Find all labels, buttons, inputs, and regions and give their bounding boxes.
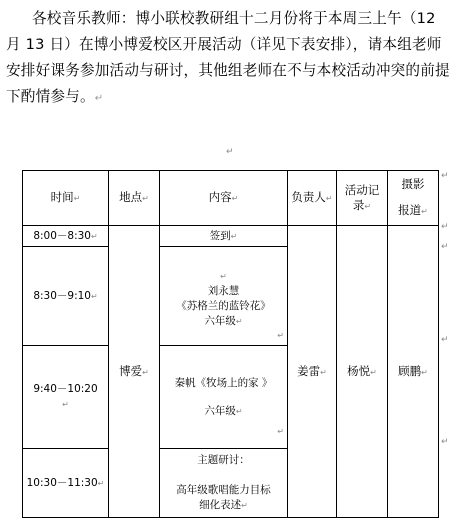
header-place: 地点↵ [109,171,160,226]
photographer-cell: 顾鹏↵ [388,226,439,518]
table-header-row [23,171,439,226]
content-cell: 主题研讨： 高年级歌唱能力目标 细化表述↵ [160,449,288,518]
header-time: 时间↵ [23,171,109,226]
content-cell: 秦帆《牧场上的家 》 六年级↵ ↵ [160,346,288,449]
notice-paragraph [6,6,452,112]
place-cell: 博爱↵ [109,226,160,518]
time-cell: 8:30－9:10↵ [23,247,109,346]
notice-line-2: 月 13 日）在博小博爱校区开展活动（详见下表安排），请本组老师 [6,36,442,53]
row-end-mark: ↵ [441,335,449,345]
notice-line-1: 各校音乐教师：博小联校教研组十二月份将于本周三上午（12 [32,10,436,27]
time-cell: 9:40－10:20 ↵ [23,346,109,449]
notice-line-3: 安排好课务参加活动与研讨，其他组老师在不与本校活动冲突的前提 [6,62,450,79]
row-end-mark: ↵ [441,437,449,447]
content-cell: 签到↵ [160,226,288,247]
row-end-mark: ↵ [441,242,449,252]
header-leader: 负责人↵ [288,171,337,226]
header-content: 内容↵ [160,171,288,226]
empty-paragraph-mark: ↵ [226,147,234,157]
paragraph-mark: ↵ [94,93,104,104]
header-photo: 摄影 报道↵ [388,171,439,226]
content-cell: ↵ 刘永慧 《苏格兰的蓝铃花》 六年级↵ ↵ [160,247,288,346]
table-row [23,226,439,247]
time-cell: 8:00－8:30↵ [23,226,109,247]
header-record: 活动记 录↵ [337,171,388,226]
leader-cell: 姜雷↵ [288,226,337,518]
notice-line-4 [6,84,452,112]
schedule-table [22,170,439,518]
row-end-mark: ↵ [441,171,449,181]
row-end-mark: ↵ [441,222,449,232]
recorder-cell: 杨悦↵ [337,226,388,518]
time-cell: 10:30－11:30↵ [23,449,109,518]
notice-line-4-text: 下酌情参与。 [6,88,95,105]
